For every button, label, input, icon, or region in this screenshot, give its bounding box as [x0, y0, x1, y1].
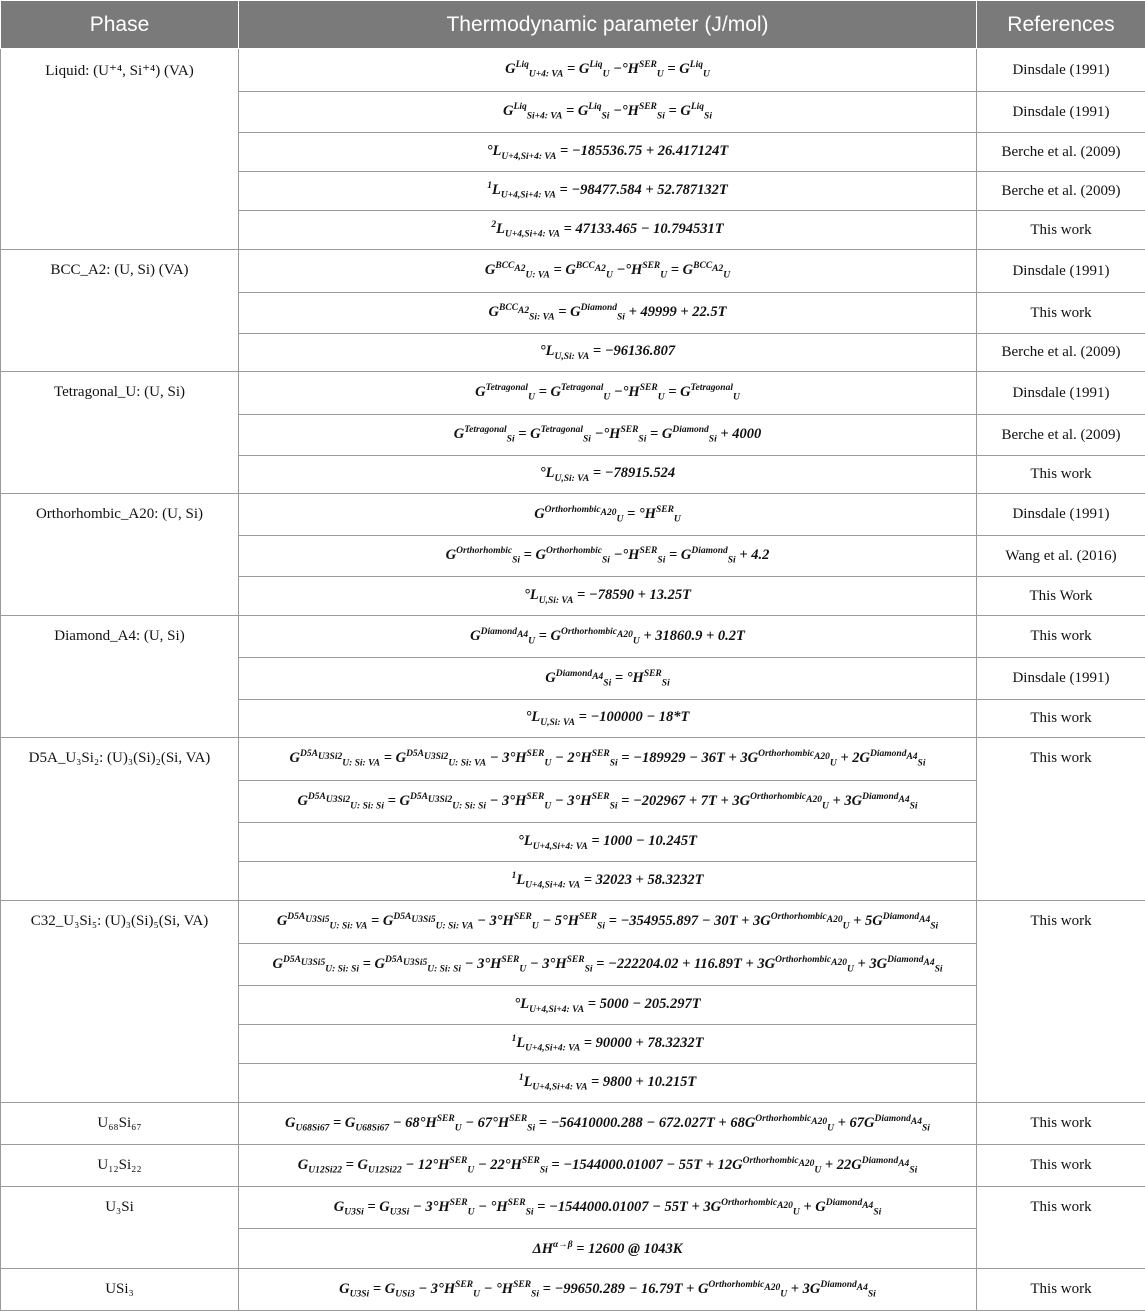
ref-cell: This work [977, 456, 1145, 494]
param-cell: $G^{Tetragonal}_U = G^{Tetragonal}_U -^\circ H^{SER}_U = G^{Tetragonal}_U$ [239, 372, 977, 415]
ref-cell: Dinsdale (1991) [977, 494, 1145, 536]
param-cell: $G^{D5A_{U3Si5}}_{U: Si: Si} = G^{D5A_{U3Si5}}_{U: Si: Si} - 3^\circ H^{SER}_U - 3^\circ H^{SER}_{Si} = -222204.02 + 116.89T + 3G^{Orthorhombic_{A20}}_U + 3G^{Diamond_{A4}}_{Si}$ [239, 944, 977, 986]
param-cell: $G^{BCC_{A2}}_{U: VA} = G^{BCC_{A2}}_U -^\circ H^{SER}_U = G^{BCC_{A2}}_U$ [239, 250, 977, 293]
ref-cell: Berche et al. (2009) [977, 133, 1145, 172]
header-phase: Phase [1, 1, 239, 49]
param-cell: $^1L_{U+4,Si+4: VA} = 9800 + 10.215T$ [239, 1064, 977, 1103]
ref-cell: This work [977, 1269, 1145, 1311]
table-row [1, 738, 1145, 781]
param-cell: $^\circ L_{U+4,Si+4: VA} = -185536.75 + 26.417124T$ [239, 133, 977, 172]
header-refs: References [977, 1, 1145, 49]
ref-cell: This work [977, 1187, 1145, 1269]
ref-cell: This work [977, 1103, 1145, 1145]
param-cell: $G^{Orthorhombic}_{Si} = G^{Orthorhombic}_{Si} -^\circ H^{SER}_{Si} = G^{Diamond}_{Si} + 4.2$ [239, 536, 977, 577]
param-cell: $^\circ L_{U,Si: VA} = -96136.807$ [239, 334, 977, 372]
phase-cell: U₁₂Si₂₂ [1, 1145, 239, 1187]
table-row [1, 901, 1145, 944]
ref-cell: This work [977, 700, 1145, 738]
table-row [1, 1145, 1145, 1187]
param-cell: $^\circ L_{U,Si: VA} = -100000 - 18*T$ [239, 700, 977, 738]
phase-cell: Orthorhombic_A20: (U, Si) [1, 494, 239, 616]
ref-cell: Dinsdale (1991) [977, 250, 1145, 293]
phase-cell: USi₃ [1, 1269, 239, 1311]
param-cell: $G^{BCC_{A2}}_{Si: VA} = G^{Diamond}_{Si} + 49999 + 22.5T$ [239, 293, 977, 334]
ref-cell: This work [977, 738, 1145, 901]
param-cell: $G^{D5A_{U3Si2}}_{U: Si: Si} = G^{D5A_{U3Si2}}_{U: Si: Si} - 3^\circ H^{SER}_U - 3^\circ H^{SER}_{Si} = -202967 + 7T + 3G^{Orthorhombic_{A20}}_U + 3G^{Diamond_{A4}}_{Si}$ [239, 781, 977, 823]
ref-cell: This work [977, 211, 1145, 250]
param-cell: $^2L_{U+4,Si+4: VA} = 47133.465 - 10.794531T$ [239, 211, 977, 250]
header-row [1, 1, 1145, 49]
header-param: Thermodynamic parameter (J/mol) [239, 1, 977, 49]
phase-cell: U₃Si [1, 1187, 239, 1269]
param-cell: $G_{U68Si67} = G_{U68Si67} - 68^\circ H^{SER}_U - 67^\circ H^{SER}_{Si} = -56410000.288 - 672.027T + 68G^{Orthorhombic_{A20}}_U + 67G^{Diamond_{A4}}_{Si}$ [239, 1103, 977, 1145]
ref-cell: Berche et al. (2009) [977, 334, 1145, 372]
param-cell: $G_{U3Si} = G_{USi3} - 3^\circ H^{SER}_U - ^\circ H^{SER}_{Si} = -99650.289 - 16.79T + G^{Orthorhombic_{A20}}_U + 3G^{Diamond_{A4}}_{Si}$ [239, 1269, 977, 1311]
phase-cell: D5A_U₃Si₂: (U)₃(Si)₂(Si, VA) [1, 738, 239, 901]
param-cell: $^\circ L_{U,Si: VA} = -78915.524$ [239, 456, 977, 494]
phase-cell: U₆₈Si₆₇ [1, 1103, 239, 1145]
param-cell: $^\circ L_{U+4,Si+4: VA} = 5000 - 205.297T$ [239, 986, 977, 1025]
phase-cell: Liquid: (U⁺⁴, Si⁺⁴) (VA) [1, 49, 239, 250]
phase-cell: C32_U₃Si₅: (U)₃(Si)₅(Si, VA) [1, 901, 239, 1103]
param-cell: $G^{Liq}_{Si+4: VA} = G^{Liq}_{Si} -^\circ H^{SER}_{Si} = G^{Liq}_{Si}$ [239, 92, 977, 133]
param-cell: $^1L_{U+4,Si+4: VA} = 90000 + 78.3232T$ [239, 1025, 977, 1064]
phase-cell: Tetragonal_U: (U, Si) [1, 372, 239, 494]
param-cell: $G^{Liq}_{U+4: VA} = G^{Liq}_U -^\circ H^{SER}_U = G^{Liq}_U$ [239, 49, 977, 92]
ref-cell: Dinsdale (1991) [977, 92, 1145, 133]
table-row [1, 616, 1145, 658]
param-cell: $^1L_{U+4,Si+4: VA} = -98477.584 + 52.787132T$ [239, 172, 977, 211]
param-cell: $G^{D5A_{U3Si2}}_{U: Si: VA} = G^{D5A_{U3Si2}}_{U: Si: VA} - 3^\circ H^{SER}_U - 2^\circ H^{SER}_{Si} = -189929 - 36T + 3G^{Orthorhombic_{A20}}_U + 2G^{Diamond_{A4}}_{Si}$ [239, 738, 977, 781]
table-row [1, 372, 1145, 415]
ref-cell: Dinsdale (1991) [977, 658, 1145, 700]
ref-cell: This work [977, 293, 1145, 334]
table-row [1, 250, 1145, 293]
ref-cell: Wang et al. (2016) [977, 536, 1145, 577]
ref-cell: Berche et al. (2009) [977, 172, 1145, 211]
phase-cell: BCC_A2: (U, Si) (VA) [1, 250, 239, 372]
ref-cell: This Work [977, 577, 1145, 616]
table-row [1, 1103, 1145, 1145]
param-cell: $G^{Orthorhombic_{A20}}_U = ^\circ H^{SER}_U$ [239, 494, 977, 536]
param-cell: $G_{U12Si22} = G_{U12Si22} - 12^\circ H^{SER}_U - 22^\circ H^{SER}_{Si} = -1544000.01007 - 55T + 12G^{Orthorhombic_{A20}}_U + 22G^{Diamond_{A4}}_{Si}$ [239, 1145, 977, 1187]
param-cell: $G^{D5A_{U3Si5}}_{U: Si: VA} = G^{D5A_{U3Si5}}_{U: Si: VA} - 3^\circ H^{SER}_U - 5^\circ H^{SER}_{Si} = -354955.897 - 30T + 3G^{Orthorhombic_{A20}}_U + 5G^{Diamond_{A4}}_{Si}$ [239, 901, 977, 944]
param-cell: $^\circ L_{U+4,Si+4: VA} = 1000 - 10.245T$ [239, 823, 977, 862]
ref-cell: This work [977, 1145, 1145, 1187]
param-cell: $G_{U3Si} = G_{U3Si} - 3^\circ H^{SER}_U - ^\circ H^{SER}_{Si} = -1544000.01007 - 55T + 3G^{Orthorhombic_{A20}}_U + G^{Diamond_{A4}}_{Si}$ [239, 1187, 977, 1229]
param-cell: $G^{Diamond_{A4}}_U = G^{Orthorhombic_{A20}}_U + 31860.9 + 0.2T$ [239, 616, 977, 658]
param-cell: $^1L_{U+4,Si+4: VA} = 32023 + 58.3232T$ [239, 862, 977, 901]
ref-cell: Berche et al. (2009) [977, 415, 1145, 456]
ref-cell: This work [977, 616, 1145, 658]
table-row [1, 1269, 1145, 1311]
ref-cell: Dinsdale (1991) [977, 49, 1145, 92]
ref-cell: Dinsdale (1991) [977, 372, 1145, 415]
ref-cell: This work [977, 901, 1145, 1103]
param-cell: $G^{Tetragonal}_{Si} = G^{Tetragonal}_{Si} -^\circ H^{SER}_{Si} = G^{Diamond}_{Si} + 4000$ [239, 415, 977, 456]
table-row [1, 494, 1145, 536]
param-cell: $^\circ L_{U,Si: VA} = -78590 + 13.25T$ [239, 577, 977, 616]
param-cell: $\Delta H^{\alpha\to\beta} = 12600$ @ 1043K [239, 1229, 977, 1269]
table-row [1, 49, 1145, 92]
table-row [1, 1187, 1145, 1229]
phase-cell: Diamond_A4: (U, Si) [1, 616, 239, 738]
param-cell: $G^{Diamond_{A4}}_{Si} = ^\circ H^{SER}_{Si}$ [239, 658, 977, 700]
